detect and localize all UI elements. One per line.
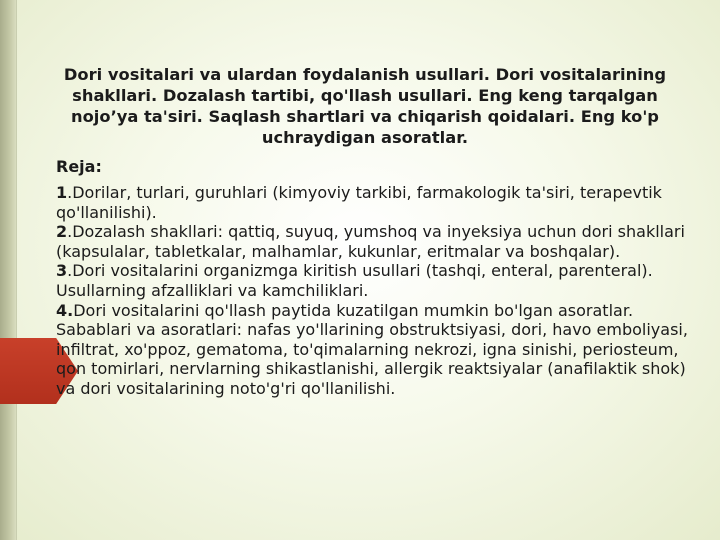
plan-item-text: .Dori vositalarini organizmga kiritish usullari (tashqi, enteral, parenteral). Usullarning afzalliklari va kamchiliklari. — [56, 261, 653, 300]
slide-title: Dori vositalari va ulardan foydalanish usullari. Dori vositalarining shakllari. Dozalash tartibi, qo'llash usullari. Eng keng tarqalgan nojo’ya ta'siri. Saqlash shartlari va chiqarish qoidalari. Eng ko'p uchraydigan asoratlar. — [63, 65, 667, 147]
plan-item-number: 4. — [56, 300, 74, 320]
plan-item-2 — [56, 222, 708, 261]
plan-item-number: 1 — [56, 183, 68, 202]
plan-list — [56, 183, 708, 399]
plan-item-number: 2 — [56, 222, 68, 242]
plan-item-1 — [56, 183, 708, 222]
plan-heading: Reja: — [56, 157, 102, 176]
left-decorative-stripe — [0, 0, 16, 540]
plan-item-4 — [56, 301, 708, 399]
left-stripe-divider — [16, 0, 17, 540]
plan-item-3 — [56, 261, 708, 300]
plan-item-text: Dori vositalarini qo'llash paytida kuzatilgan mumkin bo'lgan asoratlar. Sabablari va asoratlari: nafas yo'llarining obstruktsiyasi, dori, havo emboliyasi, infiltrat, xo'ppoz, gematoma, to'qimalarning nekrozi, igna sinishi, periosteum, qon tomirlari, nervlarning shikastlanishi, allergik reaktsiyalar (anafilaktik shok) va dori vositalarining noto'g'ri qo'llanilishi. — [56, 300, 688, 398]
plan-item-text: .Dorilar, turlari, guruhlari (kimyoviy tarkibi, farmakologik ta'siri, terapevtik qo'llanilishi). — [56, 183, 662, 222]
plan-item-number: 3 — [56, 261, 68, 281]
plan-item-text: .Dozalash shakllari: qattiq, suyuq, yumshoq va inyeksiya uchun dori shakllari (kapsulalar, tabletkalar, malhamlar, kukunlar, eritmalar va boshqalar). — [56, 222, 685, 261]
